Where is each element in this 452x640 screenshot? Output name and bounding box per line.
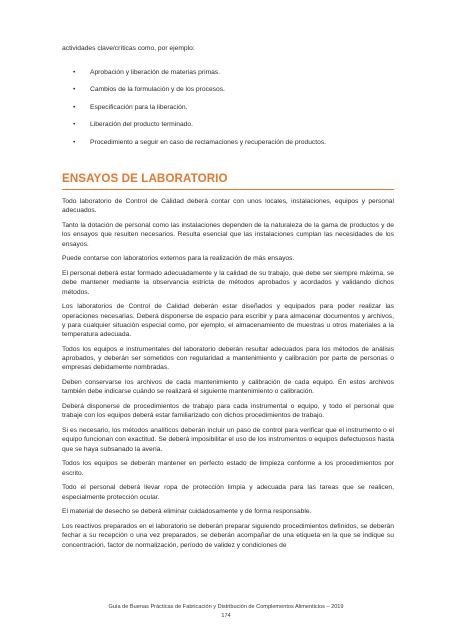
paragraph: Los laboratorios de Control de Calidad deberán estar diseñados y equipados para poder realizar las operaciones necesarias. Deberá disponerse de espacio para escribir y para almacenar documentos y archivos, y para cualquier situación especial como, por ejemplo, el almacenamiento de muestras u otros materiales a la temperatura adecuada. [62, 303, 394, 339]
bullet-icon: • [73, 121, 76, 129]
paragraph: Si es necesario, los métodos analíticos deberán incluir un paso de control para verificar que el instrumento o el equipo funcionan con exactitud. Se deberá imposibilitar el uso de los instrumentos o equipos defectuosos hasta que se haya subsanado la avería. [62, 427, 394, 453]
list-item [62, 68, 392, 77]
list-item-text: Cambios de la formulación y de los procesos. [90, 86, 225, 94]
paragraph: El personal deberá estar formado adecuadamente y la calidad de su trabajo, que debe ser siempre máxima, se debe mantener mediante la observancia estricta de métodos aprobados y acordados y validando dichos métodos. [62, 269, 394, 296]
paragraph: Todos los equipos se deberán mantener en perfecto estado de limpieza conforme a los procedimientos por escrito. [62, 460, 394, 477]
paragraph: Los reactivos preparados en el laboratorio se deberán preparar siguiendo procedimientos definidos, se deberán fechar a su recepción o una vez preparados, se deberán acompañar de una etiqueta en la que se indique su concentración, factor de normalización, período de validez y condiciones de [62, 523, 394, 549]
bullet-icon: • [73, 86, 76, 94]
footer-title: Guía de Buenas Prácticas de Fabricación y Distribución de Complementos Alimenticios – 2019 [108, 604, 344, 610]
list-item-text: Procedimiento a seguir en caso de reclamaciones y recuperación de productos. [90, 138, 327, 146]
bullet-icon: • [73, 69, 76, 76]
section-heading: ENSAYOS DE LABORATORIO [62, 172, 394, 190]
list-item [62, 138, 392, 147]
page-number: 174 [221, 613, 231, 619]
paragraph: Puede contarse con laboratorios externos para la realización de más ensayos. [62, 255, 295, 263]
list-item [62, 85, 392, 94]
list-item [62, 103, 392, 112]
paragraph: Tanto la dotación de personal como las instalaciones dependen de la naturaleza de la gama de productos y de los ensayos que resulten necesarios. Resulta esencial que las instalaciones cumplan las necesidades de los ensayos. [62, 221, 394, 248]
list-item-text: Liberación del producto terminado. [90, 121, 193, 129]
bullet-icon: • [73, 138, 76, 146]
paragraph: Todo laboratorio de Control de Calidad deberá contar con unos locales, instalaciones, equipos y personal adecuados. [62, 198, 394, 215]
intro-text: actividades clave/críticas como, por ejemplo: [62, 45, 195, 52]
paragraph: El material de desecho se deberá eliminar cuidadosamente y de forma responsable. [62, 508, 312, 516]
paragraph: Todo el personal deberá llevar ropa de protección limpia y adecuada para las tareas que se realicen, especialmente protección ocular. [62, 484, 394, 501]
bullet-icon: • [73, 103, 76, 111]
list-item-text: Especificación para la liberación. [90, 103, 188, 111]
section-body [62, 197, 394, 555]
paragraph: Deberá disponerse de procedimientos de trabajo para cada instrumental o equipo, y todo el personal que trabaje con los equipos deberá estar familiarizado con dichos procedimientos de trabajo. [62, 403, 394, 420]
list-item [62, 120, 392, 129]
bullet-list [62, 68, 392, 155]
paragraph: Todos los equipos e instrumentales del laboratorio deberán resultar adecuados para los métodos de análisis aprobados, y deberán ser sometidos con regularidad a mantenimiento y calibración por parte de personas o empresas debidamente nombradas. [62, 345, 394, 372]
list-item-text: Aprobación y liberación de materias primas. [90, 69, 221, 76]
paragraph: Deben conservarse los archivos de cada mantenimiento y calibración de cada equipo. En estos archivos también debe indicarse cuándo se realizará el siguiente mantenimiento o calibración. [62, 379, 394, 396]
